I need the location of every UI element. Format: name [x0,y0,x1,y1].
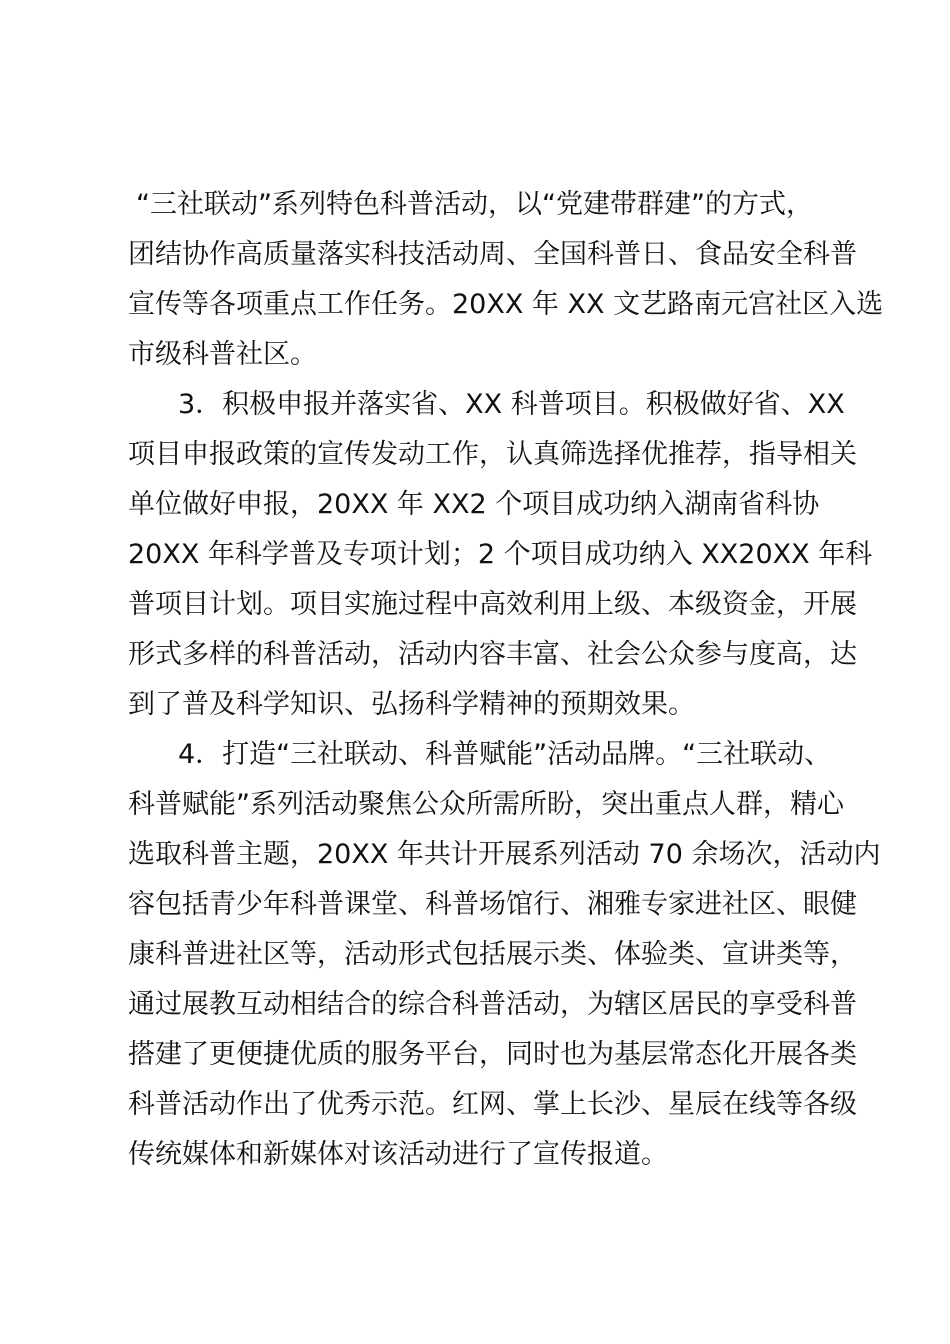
text-line: 4．打造“三社联动、科普赋能”活动品牌。“三社联动、 [178,739,832,770]
text-line: 普项目计划。项目实施过程中高效利用上级、本级资金，开展 [128,589,857,620]
text-line: 搭建了更便捷优质的服务平台，同时也为基层常态化开展各类 [128,1039,857,1070]
text-line: 团结协作高质量落实科技活动周、全国科普日、食品安全科普 [128,239,857,270]
text-line: 通过展教互动相结合的综合科普活动，为辖区居民的享受科普 [128,989,857,1020]
text-line: 科普赋能”系列活动聚焦公众所需所盼，突出重点人群，精心 [128,789,844,820]
document-body [128,180,884,1180]
text-line: 康科普进社区等，活动形式包括展示类、体验类、宣讲类等， [128,939,857,970]
paragraph-2 [128,380,873,730]
text-line: 项目申报政策的宣传发动工作，认真筛选择优推荐，指导相关 [128,439,857,470]
text-line: 单位做好申报，20XX 年 XX2 个项目成功纳入湖南省科协 [128,489,820,520]
text-line: “三社联动”系列特色科普活动，以“党建带群建”的方式， [136,189,813,220]
text-line: 3．积极申报并落实省、XX 科普项目。积极做好省、XX [178,389,845,420]
text-line: 形式多样的科普活动，活动内容丰富、社会公众参与度高，达 [128,639,857,670]
text-line: 容包括青少年科普课堂、科普场馆行、湘雅专家进社区、眼健 [128,889,857,920]
text-line: 传统媒体和新媒体对该活动进行了宣传报道。 [128,1139,668,1170]
paragraph-1 [128,180,884,380]
text-line: 到了普及科学知识、弘扬科学精神的预期效果。 [128,689,695,720]
text-line: 科普活动作出了优秀示范。红网、掌上长沙、星辰在线等各级 [128,1089,857,1120]
text-line: 选取科普主题，20XX 年共计开展系列活动 70 余场次，活动内 [128,839,881,870]
paragraph-3 [128,730,881,1180]
text-line: 市级科普社区。 [128,339,317,370]
text-line: 20XX 年科学普及专项计划；2 个项目成功纳入 XX20XX 年科 [128,539,873,570]
text-line: 宣传等各项重点工作任务。20XX 年 XX 文艺路南元宫社区入选 [128,289,884,320]
